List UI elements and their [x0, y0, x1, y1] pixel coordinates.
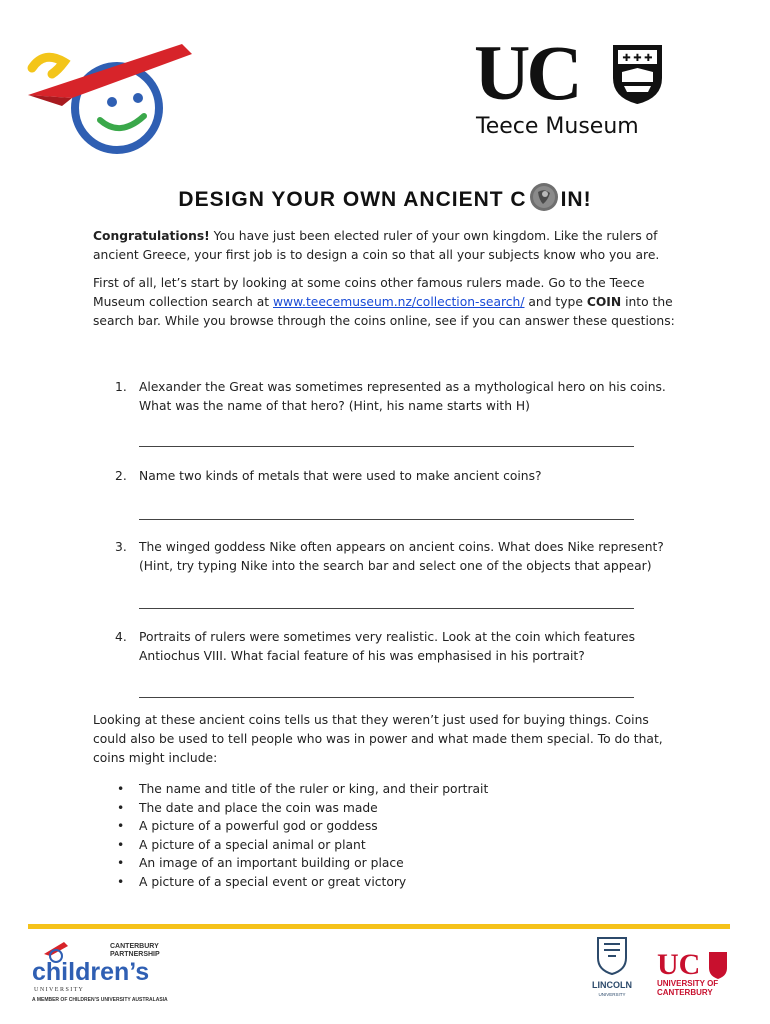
list-item: • The name and title of the ruler or king, and their portrait [117, 780, 488, 799]
uc-small-line2: CANTERBURY [657, 988, 713, 997]
svg-text:✚ ✚ ✚: ✚ ✚ ✚ [622, 53, 653, 64]
bullet-icon: • [117, 819, 125, 834]
lincoln-name: LINCOLN [592, 980, 632, 990]
canterbury-partnership-childrens-university-logo [30, 938, 190, 1004]
instructions-part2: and type [524, 295, 587, 309]
closing-paragraph: Looking at these ancient coins tells us that they weren’t just used for buying things. Coins could also be used to tell people who was in power and what made them special. To do that, coins might include: [93, 713, 663, 765]
question-number: 4. [115, 630, 127, 644]
bullet-icon: • [117, 800, 125, 815]
title-text-start: DESIGN YOUR OWN ANCIENT C [178, 188, 527, 211]
instructions-part3: into the search bar. While you browse through the coins online, see if you can answer these questions: [93, 295, 675, 328]
question-1 [115, 378, 685, 416]
coin-icon [529, 182, 559, 212]
cp-line1: CANTERBURY [110, 943, 159, 950]
bullet-icon: • [117, 856, 125, 871]
intro-paragraph [93, 227, 683, 265]
answer-line-4[interactable] [139, 697, 634, 698]
uc-teece-museum-logo [470, 29, 670, 144]
question-2 [115, 467, 685, 486]
answer-line-3[interactable] [139, 608, 634, 609]
bullet-icon: • [117, 782, 125, 796]
uc-small-abbr: UC [657, 948, 701, 981]
list-item: • A picture of a special animal or plant [117, 836, 488, 855]
question-number: 3. [115, 540, 127, 554]
question-text: The winged goddess Nike often appears on ancient coins. What does Nike represent? (Hint, try typing Nike into the search bar and select one of the objects that appear) [139, 540, 664, 573]
coin-features-list [117, 780, 488, 892]
bullet-icon: • [117, 874, 125, 889]
childrens-university-logo [22, 40, 197, 158]
coin-keyword: COIN [586, 295, 622, 309]
uc-crest-icon [610, 42, 665, 106]
cp-university: U N I V E R S I T Y [34, 987, 83, 993]
answer-line-2[interactable] [139, 519, 634, 520]
intro-lead: Congratulations! [93, 229, 210, 243]
question-text: Alexander the Great was sometimes represented as a mythological hero on his coins. What was the name of that hero? (Hint, his name starts with H) [139, 380, 666, 413]
list-item: • The date and place the coin was made [117, 799, 488, 818]
bullet-icon: • [117, 837, 125, 852]
lincoln-sub: UNIVERSITY [598, 992, 626, 997]
uc-wordmark: UC [474, 29, 579, 116]
question-text: Name two kinds of metals that were used to make ancient coins? [139, 469, 542, 483]
instructions-part1: First of all, let’s start by looking at some coins other famous rulers made. Go to the Teece Museum collection search at [93, 276, 645, 309]
intro-text: You have just been elected ruler of your own kingdom. Like the rulers of ancient Greece, your first job is to design a coin so that all your subjects know who you are. [93, 229, 660, 262]
cp-word: children’s [32, 958, 150, 986]
list-item: • A picture of a powerful god or goddess [117, 817, 488, 836]
question-4 [115, 628, 685, 666]
question-number: 2. [115, 469, 127, 483]
list-item: • A picture of a special event or great victory [117, 873, 488, 892]
answer-line-1[interactable] [139, 446, 634, 447]
museum-name: Teece Museum [476, 114, 639, 139]
footer-divider [28, 924, 730, 929]
university-of-canterbury-logo [657, 946, 737, 1006]
cp-member: A MEMBER OF CHILDREN’S UNIVERSITY AUSTRALASIA [32, 997, 168, 1003]
instructions-paragraph [93, 274, 683, 331]
list-item: • An image of an important building or place [117, 854, 488, 873]
lincoln-university-logo [578, 936, 646, 1004]
title-text-end: IN! [560, 188, 592, 211]
cp-line2: PARTNERSHIP [110, 951, 160, 958]
question-3 [115, 538, 685, 576]
page-title [0, 182, 770, 212]
uc-small-line1: UNIVERSITY OF [657, 979, 719, 988]
question-text: Portraits of rulers were sometimes very realistic. Look at the coin which features Antiochus VIII. What facial feature of his was emphasised in his portrait? [139, 630, 635, 663]
question-number: 1. [115, 380, 127, 394]
collection-search-link[interactable]: www.teecemuseum.nz/collection-search/ [273, 295, 525, 309]
